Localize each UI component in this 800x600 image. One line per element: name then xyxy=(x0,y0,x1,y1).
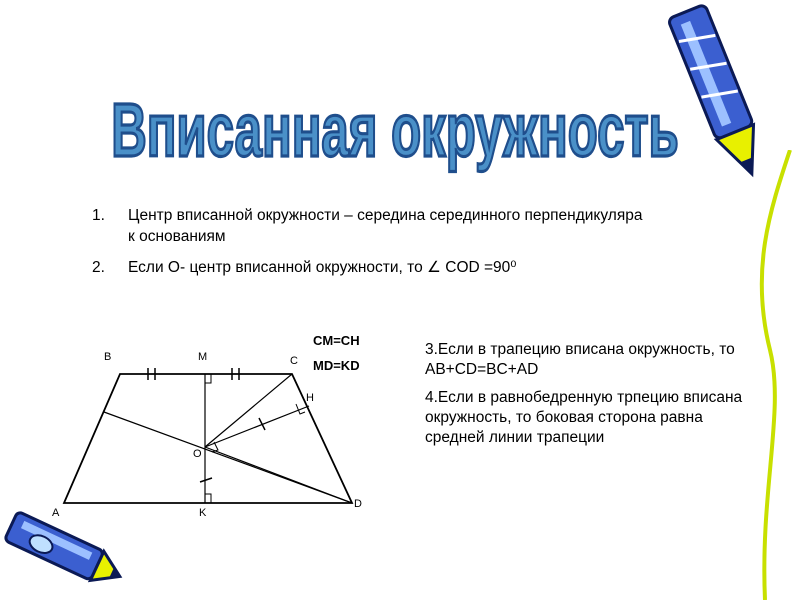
properties-block xyxy=(425,340,755,456)
angle-symbol: ∠ xyxy=(427,259,441,276)
point-m: M xyxy=(198,351,208,363)
segment-line xyxy=(104,412,352,503)
segment-oh xyxy=(205,406,309,447)
trapezoid-figure xyxy=(40,320,380,530)
list-item-text-end: COD =90⁰ xyxy=(445,259,517,276)
list-item-text: Если О- центр вписанной окружности, то xyxy=(128,259,423,276)
segment-oc xyxy=(205,374,292,447)
equality-md-kd: MD=KD xyxy=(313,358,360,373)
property-3: 3.Если в трапецию вписана окружность, то AB+CD=BC+AD xyxy=(425,341,735,378)
point-k: K xyxy=(199,507,207,519)
property-4: 4.Если в равнобедренную трпецию вписана окружность, то боковая сторона равна средней линии трапеции xyxy=(425,389,743,446)
list-item-text: Центр вписанной окружности – середина серединного перпендикуляра к основаниям xyxy=(128,207,643,245)
equality-cm-ch: CM=CH xyxy=(313,333,360,348)
point-h: H xyxy=(306,392,314,404)
list-number: 2. xyxy=(92,259,105,276)
point-c: C xyxy=(290,355,298,367)
point-a: A xyxy=(52,507,60,519)
point-d: D xyxy=(354,498,362,510)
list-number: 1. xyxy=(92,207,105,224)
slide-title xyxy=(0,70,800,180)
point-b: B xyxy=(104,351,112,363)
list-item xyxy=(92,257,652,278)
numbered-list xyxy=(92,205,652,288)
point-o: O xyxy=(193,448,202,460)
list-item xyxy=(92,205,652,247)
title-text: Вписанная окружность xyxy=(111,90,679,173)
